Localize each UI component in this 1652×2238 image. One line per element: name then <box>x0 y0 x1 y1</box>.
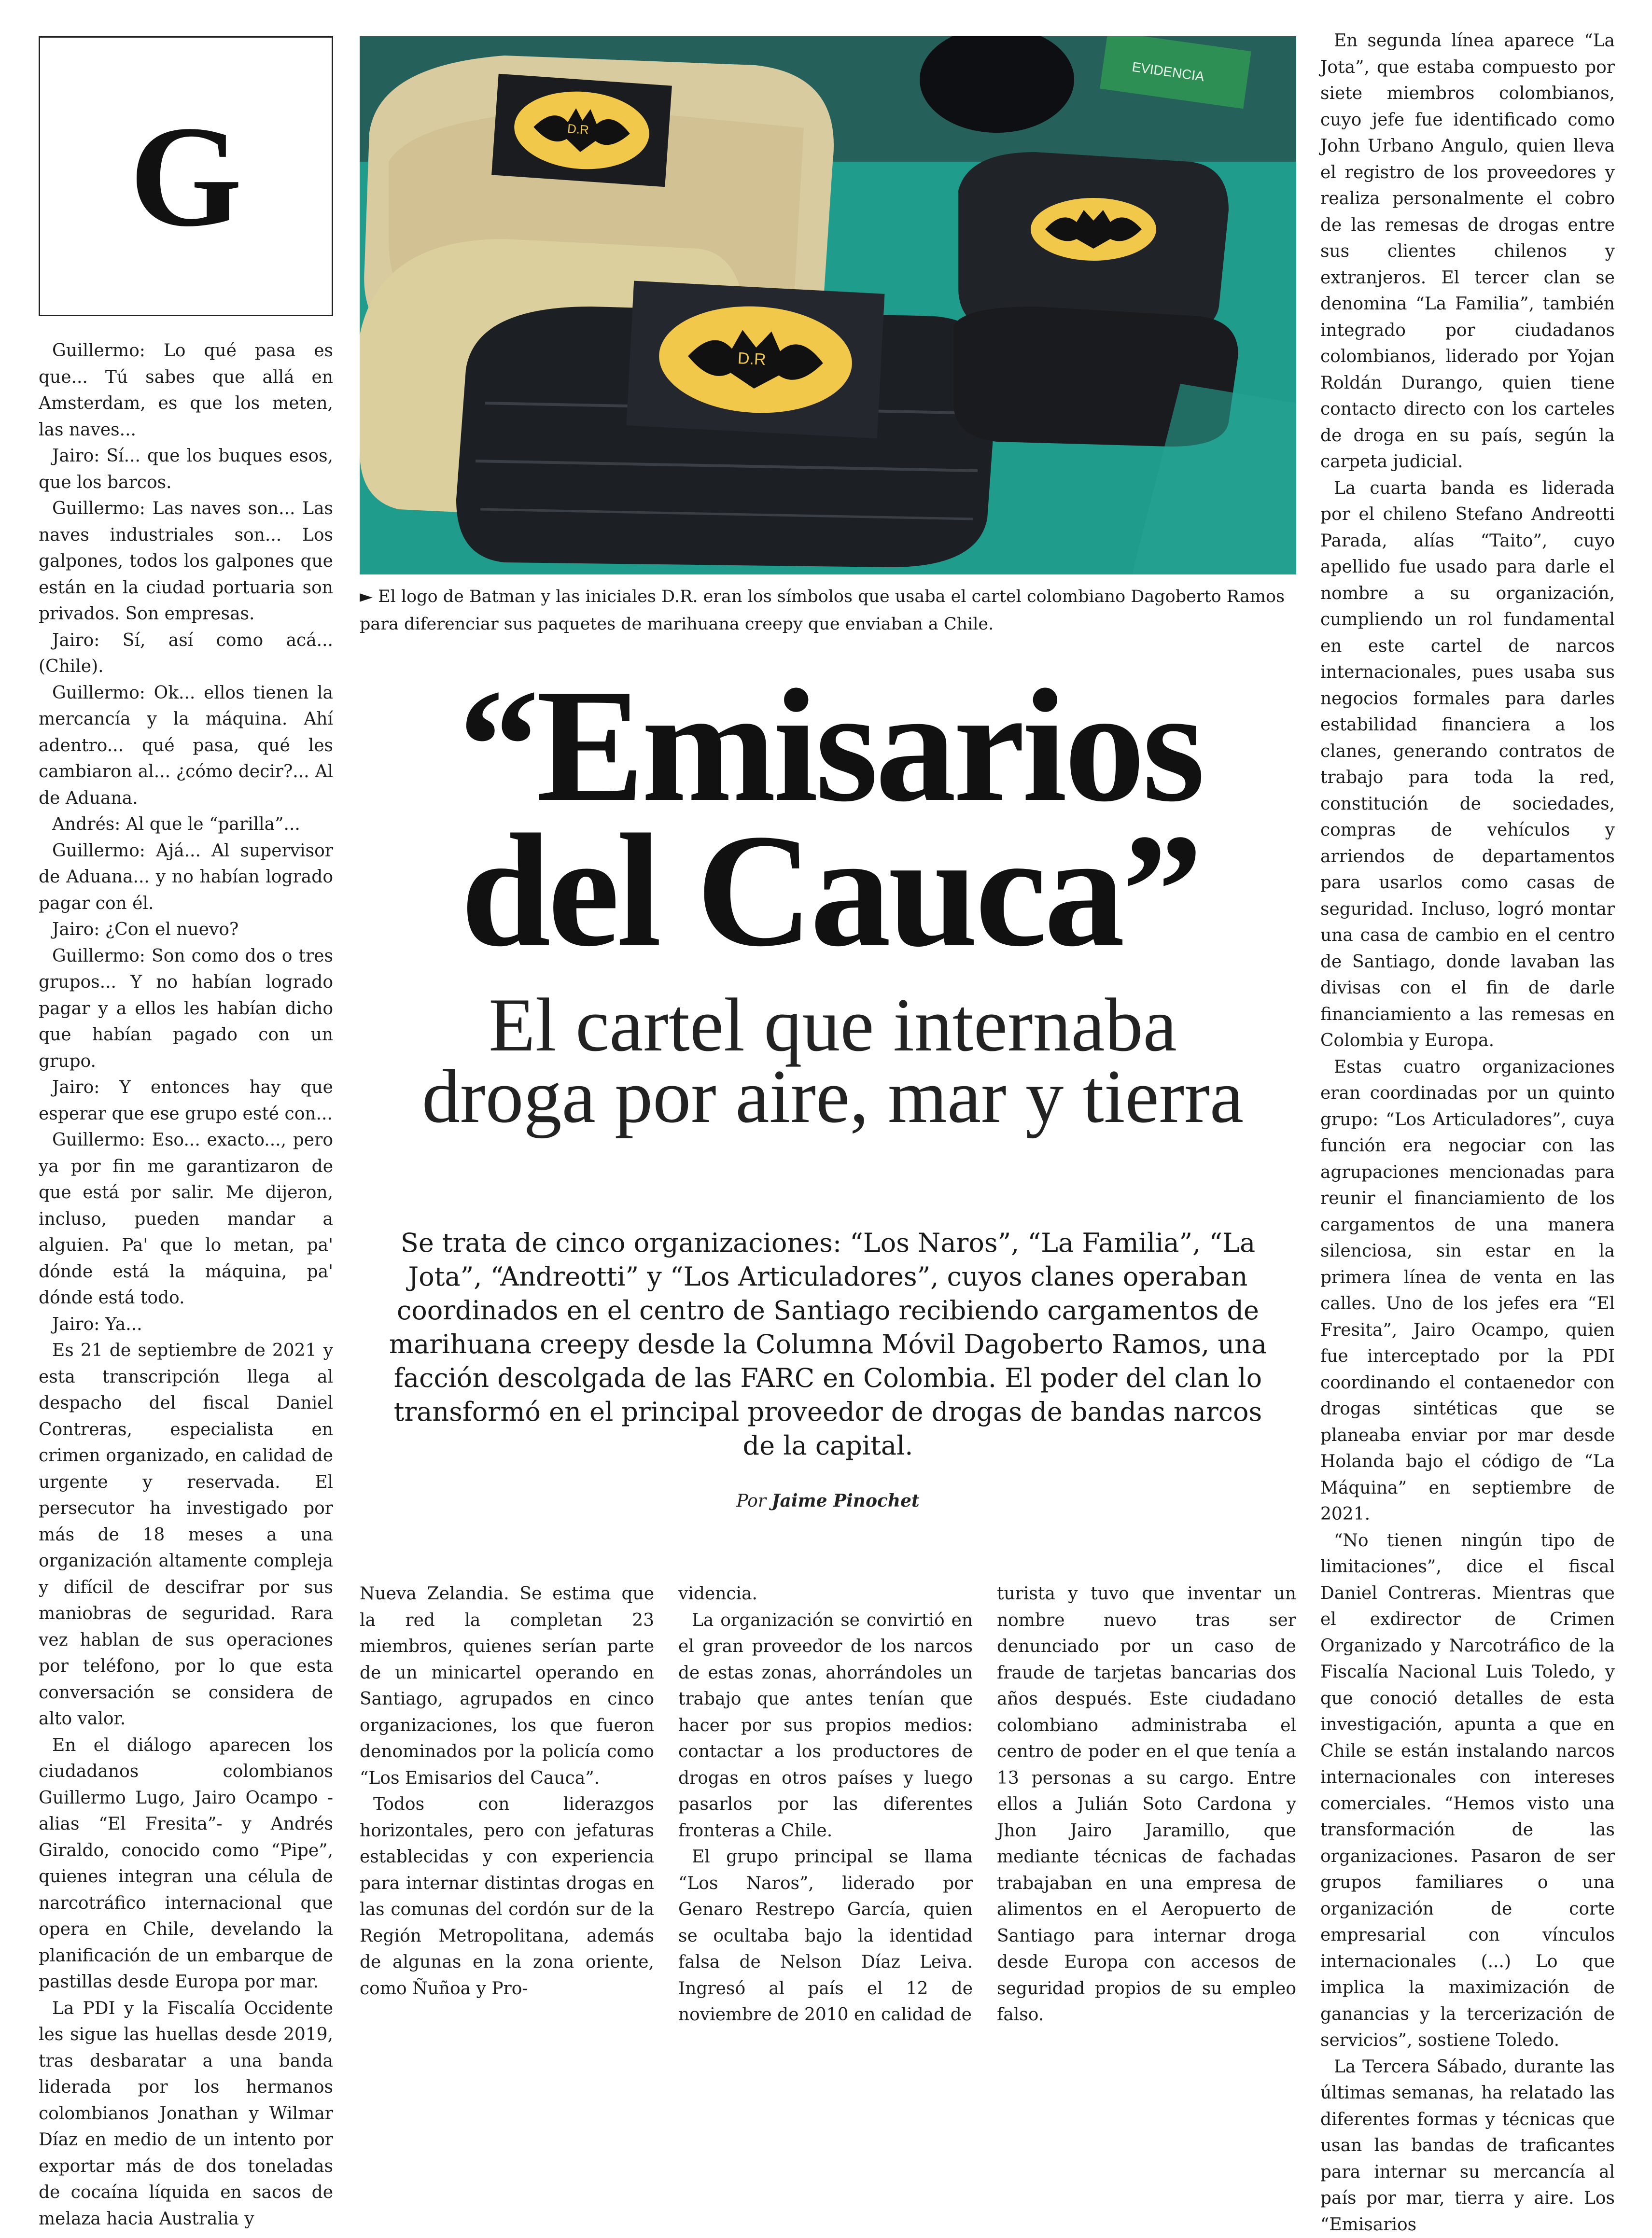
package-initials-1: D.R <box>567 121 589 137</box>
paragraph: Guillermo: Son como dos o tres grupos... Y no habían logrado pagar y a ellos les habían dicho que habían pagado con un grupo. <box>39 943 333 1075</box>
paragraph: La Tercera Sábado, durante las últimas semanas, ha relatado las diferentes formas y técnicas que usan las bandas de traficantes para internar su mercancía al país por mar, tierra y aire. Los “Emisarios <box>1320 2054 1615 2238</box>
article-column-bottom-2 <box>678 1581 973 1977</box>
subheadline-line-2: droga por aire, mar y tierra <box>360 1061 1306 1133</box>
article-column-bottom-1 <box>360 1581 654 1977</box>
paragraph: El grupo principal se llama “Los Naros”, liderado por Genaro Restrepo García, quien se ocultaba bajo la identidad falsa de Nelson Díaz Leiva. Ingresó al país el 12 de noviembre de 2010 en calidad de <box>678 1844 973 2028</box>
paragraph: Jairo: Ya... <box>39 1312 333 1338</box>
lead-paragraph: Se trata de cinco organizaciones: “Los Naros”, “La Familia”, “La Jota”, “Andreotti” y “Los Articuladores”, cuyos clanes operaban coordinados en el centro de Santiago recibiendo cargamentos de marihuana creepy desde la Columna Móvil Dagoberto Ramos, una facción descolgada de las FARC en Colombia. El poder del clan lo transformó en el principal proveedor de drogas de bandas narcos de la capital. <box>374 1226 1282 1463</box>
photo-caption: ► El logo de Batman y las iniciales D.R. eran los símbolos que usaba el cartel colombiano Dagoberto Ramos para diferenciar sus paquetes de marihuana creepy que enviaban a Chile. <box>360 583 1296 638</box>
section-logo <box>39 36 333 316</box>
paragraph: Estas cuatro organizaciones eran coordinadas por un quinto grupo: “Los Articuladores”, cuya función era negociar con las agrupaciones mencionadas para reunir el financiamiento de los cargamentos de una manera silenciosa, sin estar en la primera línea de venta en las calles. Uno de los jefes era “El Fresita”, Jairo Ocampo, quien fue interceptado por la PDI coordinando el contaenedor con drogas sintéticas que se planeaba enviar por mar desde Holanda bajo el código de “La Máquina” en septiembre de 2021. <box>1320 1054 1615 1528</box>
package-initials-2: D.R <box>737 349 766 369</box>
byline-prefix: Por <box>736 1491 766 1511</box>
paragraph: videncia. <box>678 1581 973 1608</box>
paragraph: Nueva Zelandia. Se estima que la red la completan 23 miembros, quienes serían parte de un minicartel operando en Santiago, agrupados en cinco organizaciones, los que fueron denominados por la policía como “Los Emisarios del Cauca”. <box>360 1581 654 1791</box>
paragraph: En el diálogo aparecen los ciudadanos colombianos Guillermo Lugo, Jairo Ocampo -alias “El Fresita”- y Andrés Giraldo, conocido como “Pipe”, quienes integran una célula de narcotráfico internacional que opera en Chile, develando la planificación de un embarque de pastillas desde Europa por mar. <box>39 1733 333 1996</box>
headline-line-1: “Emisarios <box>367 673 1294 818</box>
article-column-left <box>39 338 333 1979</box>
paragraph: Guillermo: Ok... ellos tienen la mercancía y la máquina. Ahí adentro... qué pasa, qué les cambiaron al... ¿cómo decir?... Al de Aduana. <box>39 680 333 812</box>
subheadline <box>360 990 1306 1133</box>
paragraph: Jairo: ¿Con el nuevo? <box>39 917 333 943</box>
paragraph: Guillermo: Las naves son... Las naves industriales son... Los galpones, todos los galpones que están en la ciudad portuaria son privados. Son empresas. <box>39 496 333 628</box>
paragraph: La PDI y la Fiscalía Occidente les sigue las huellas desde 2019, tras desbaratar a una banda liderada por los hermanos colombianos Jonathan y Wilmar Díaz en medio de un intento por exportar más de dos toneladas de cocaína líquida en sacos de melaza hacia Australia y <box>39 1996 333 2233</box>
byline-author: Jaime Pinochet <box>771 1491 919 1511</box>
paragraph: La cuarta banda es liderada por el chileno Stefano Andreotti Parada, alías “Taito”, cuyo apellido fue usado para darle el nombre a su organización, cumpliendo un rol fundamental en este cartel de narcos internacionales, pues usaba sus negocios formales para darles estabilidad financiera a los clanes, generando contratos de trabajo para toda la red, constitución de sociedades, compras de vehículos y arriendos de departamentos para usarlos como casas de seguridad. Incluso, logró montar una casa de cambio en el centro de Santiago, donde lavaban las divisas con el fin de darle financiamiento a las remesas en Colombia y Europa. <box>1320 476 1615 1054</box>
paragraph: Guillermo: Ajá... Al supervisor de Aduana... y no habían logrado pagar con él. <box>39 838 333 917</box>
paragraph: “No tienen ningún tipo de limitaciones”, dice el fiscal Daniel Contreras. Mientras que el exdirector de Crimen Organizado y Narcotráfico de la Fiscalía Nacional Luis Toledo, y que conoció detalles de esta investigación, apunta a que en Chile se están instalando narcos internacionales con intereses comerciales. “Hemos visto una transformación de las organizaciones. Pasaron de ser grupos familiares o una organización de corte empresarial con vínculos internacionales (...) Lo que implica la maximización de ganancias y la tercerización de servicios”, sostiene Toledo. <box>1320 1528 1615 2054</box>
paragraph: Jairo: Y entonces hay que esperar que ese grupo esté con... <box>39 1075 333 1127</box>
paragraph: Jairo: Sí... que los buques esos, que los barcos. <box>39 443 333 496</box>
paragraph: Es 21 de septiembre de 2021 y esta transcripción llega al despacho del fiscal Daniel Contreras, especialista en crimen organizado, en calidad de urgente y reservada. El persecutor ha investigado por más de 18 meses a una organización altamente compleja y difícil de descifrar por sus maniobras de seguridad. Rara vez hablan de sus operaciones por teléfono, por lo que esta conversación se considera de alto valor. <box>39 1338 333 1733</box>
paragraph: En segunda línea aparece “La Jota”, que estaba compuesto por siete miembros colombianos, cuyo jefe fue identificado como John Urbano Angulo, quien lleva el registro de los proveedores y realiza personalmente el cobro de las remesas de drogas entre sus clientes chilenos y extranjeros. El tercer clan se denomina “La Familia”, también integrado por ciudadanos colombianos, liderado por Yojan Roldán Durango, quien tiene contacto directo con los carteles de droga en su país, según la carpeta judicial. <box>1320 28 1615 476</box>
subheadline-line-1: El cartel que internaba <box>360 990 1306 1061</box>
article-column-bottom-3 <box>997 1581 1296 1977</box>
paragraph: Guillermo: Eso... exacto..., pero ya por fin me garantizaron de que está por salir. Me dijeron, incluso, pueden mandar a alguien. Pa' que lo metan, pa' dónde está la máquina, pa' dónde está todo. <box>39 1127 333 1312</box>
evidence-label: EVIDENCIA <box>1131 59 1205 84</box>
paragraph: Todos con liderazgos horizontales, pero con jefaturas establecidas y con experiencia para internar distintas drogas en las comunas del cordón sur de la Región Metropolitana, además de algunas en la zona oriente, como Ñuñoa y Pro- <box>360 1791 654 2002</box>
paragraph: turista y tuvo que inventar un nombre nuevo tras ser denunciado por un caso de fraude de tarjetas bancarias dos años después. Este ciudadano colombiano administraba el centro de poder en el que tenía a 13 personas a su cargo. Entre ellos a Julián Soto Cardona y Jhon Jairo Jaramillo, que mediante técnicas de fachadas trabajaban en una empresa de alimentos en el Aeropuerto de Santiago para internar droga desde Europa con accesos de seguridad propios de su empleo falso. <box>997 1581 1296 2028</box>
paragraph: La organización se convirtió en el gran proveedor de los narcos de estas zonas, ahorrándoles un trabajo que antes tenían que hacer por sus propios medios: contactar a los productores de drogas en otros países y luego pasarlos por las diferentes fronteras a Chile. <box>678 1608 973 1845</box>
news-photo <box>360 36 1296 574</box>
headline-line-2: del Cauca” <box>367 818 1294 963</box>
article-column-right <box>1320 28 1615 1983</box>
section-logo-letter: G <box>129 104 242 249</box>
paragraph: Jairo: Sí, así como acá... (Chile). <box>39 628 333 680</box>
byline <box>360 1491 1296 1511</box>
headline <box>367 673 1294 963</box>
paragraph: Guillermo: Lo qué pasa es que... Tú sabes que allá en Amsterdam, es que los meten, las naves... <box>39 338 333 443</box>
paragraph: Andrés: Al que le “parilla”... <box>39 811 333 838</box>
photo-drug-packages <box>360 36 1296 574</box>
